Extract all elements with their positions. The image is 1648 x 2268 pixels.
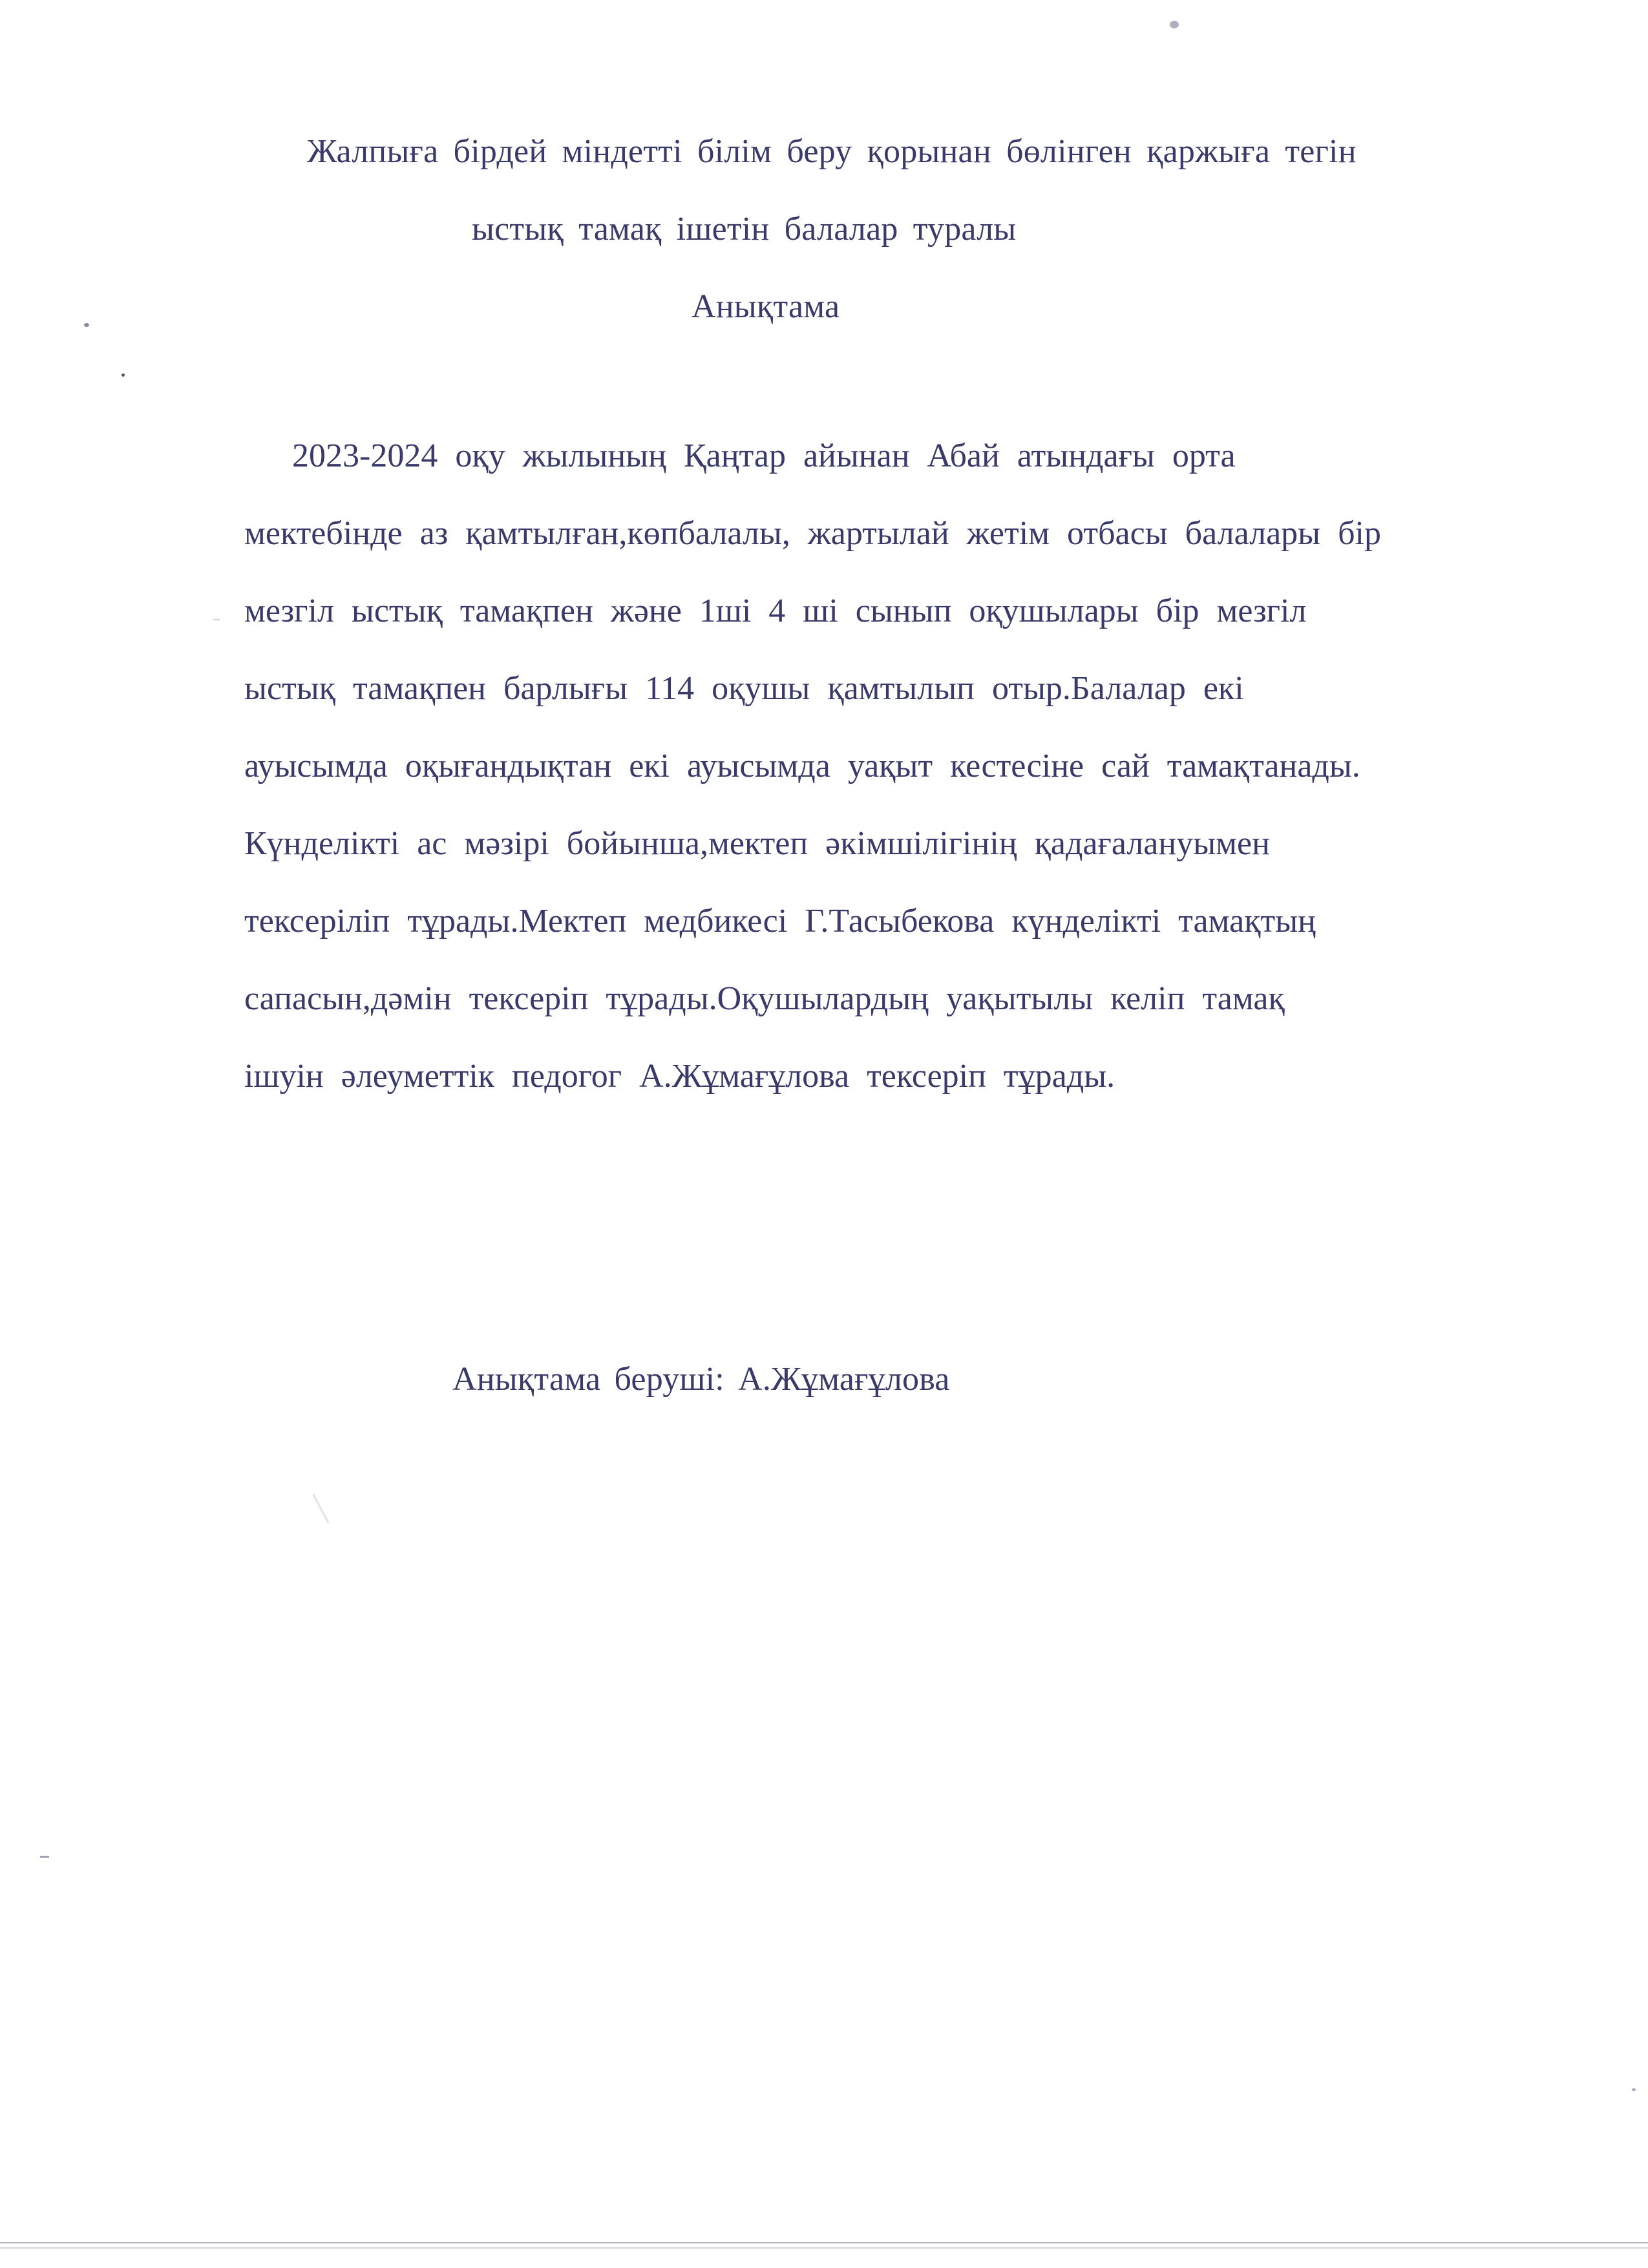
body-paragraph <box>244 437 1511 1135</box>
scan-speck <box>1170 21 1179 28</box>
body-line: тексеріліп тұрады.Мектеп медбикесі Г.Тасыбекова күнделікті тамақтың <box>244 903 1316 940</box>
body-line: сапасын,дәмін тексеріп тұрады.Оқушылардың уақытылы келіп тамақ <box>244 980 1285 1017</box>
signature-line: Анықтама беруші: А.Жұмағұлова <box>452 1361 950 1398</box>
body-line: Күнделікті ас мәзірі бойынша,мектеп әкімшілігінің қадағалануымен <box>244 825 1270 862</box>
body-line: 2023-2024 оқу жылының Қаңтар айынан Абай атындағы орта <box>292 437 1236 474</box>
scan-mark <box>312 1494 329 1524</box>
scan-speck <box>213 619 220 620</box>
body-line: ауысымда оқығандықтан екі ауысымда уақыт кестесіне сай тамақтанады. <box>244 748 1360 784</box>
document-heading: Анықтама <box>692 288 840 325</box>
body-line: ыстық тамақпен барлығы 114 оқушы қамтылып отыр.Балалар екі <box>244 670 1244 707</box>
body-line: ішуін әлеуметтік педогог А.Жұмағұлова тексеріп тұрады. <box>244 1058 1115 1095</box>
scan-speck <box>40 1856 49 1858</box>
document-title-line-2: ыстық тамақ ішетін балалар туралы <box>472 211 1017 247</box>
body-line: мектебінде аз қамтылған,көпбалалы, жартылай жетім отбасы балалары бір <box>244 515 1382 552</box>
document-title-line-1: Жалпыға бірдей міндетті білім беру қорынан бөлінген қаржыға тегін <box>307 133 1357 170</box>
scan-speck <box>1632 2088 1636 2091</box>
scan-speck <box>84 323 89 327</box>
scan-edge-line <box>0 2247 1648 2249</box>
body-line: мезгіл ыстық тамақпен және 1ші 4 ші сынып оқушылары бір мезгіл <box>244 593 1307 629</box>
scan-speck <box>121 373 125 377</box>
scan-edge-line <box>0 2242 1648 2243</box>
